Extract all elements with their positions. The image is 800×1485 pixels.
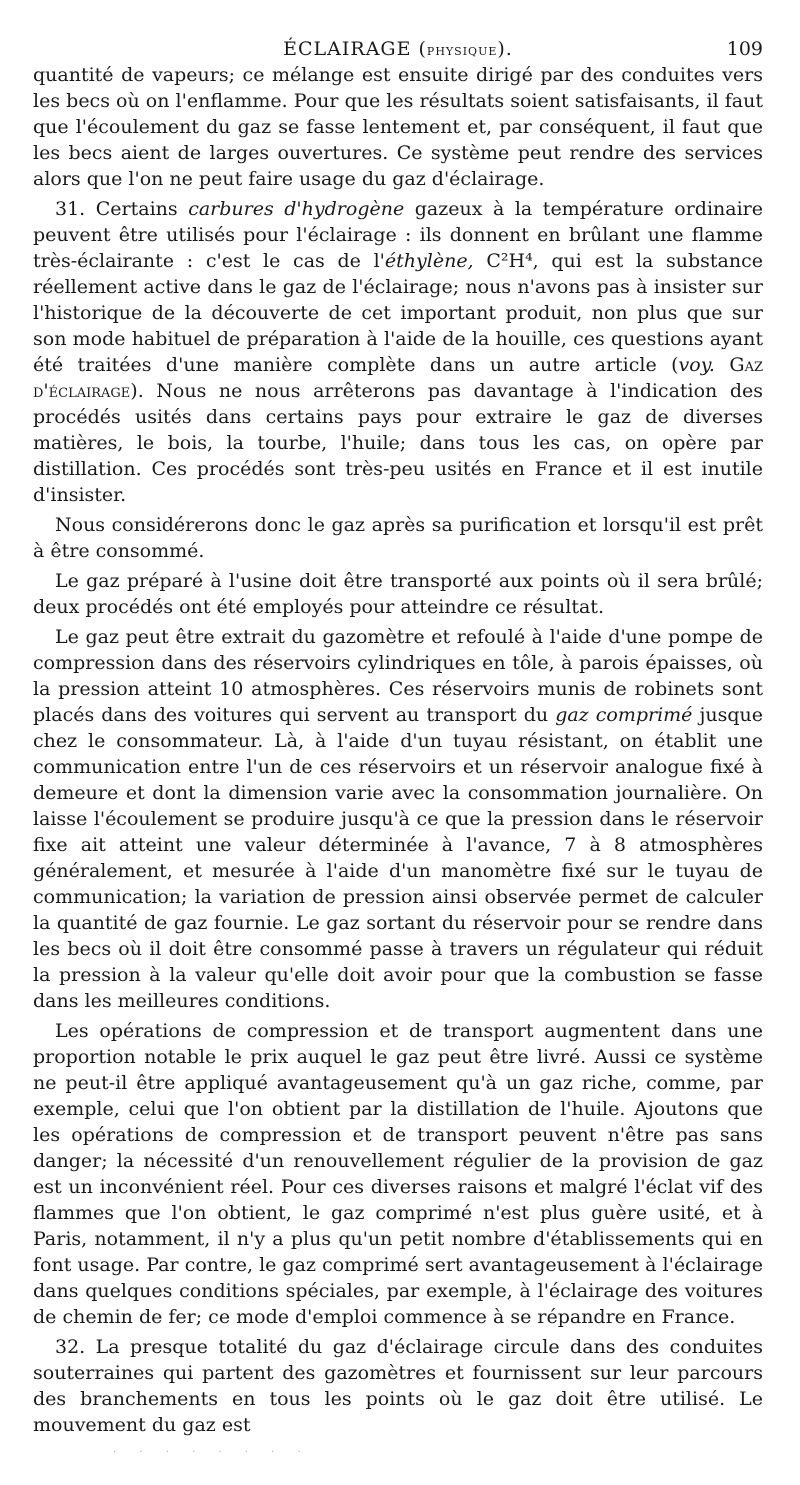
italic-term: gaz comprimé — [555, 704, 693, 726]
running-header — [33, 36, 763, 60]
paragraph: Le gaz peut être extrait du gazomètre et refoulé à l'aide d'une pompe de compression dans des réservoirs cylindriques en tôle, à parois épaisses, où la pression atteint 10 atmosphères. Ces réservoirs munis de robinets sont placés dans des voitures qui servent au transport du gaz comprimé jusque chez le consommateur. Là, à l'aide d'un tuyau résistant, on établit une communication entre l'un de ces réservoirs et un réservoir analogue fixé à demeure et dont la dimension varie avec la consommation journalière. On laisse l'écoulement se produire jusqu'à ce que la pression dans le réservoir fixe ait atteint une valeur déterminée à l'avance, 7 à 8 atmosphères généralement, et mesurée à l'aide d'un manomètre fixé sur le tuyau de communication; la variation de pression ainsi observée permet de calculer la quantité de gaz fournie. Le gaz sortant du réservoir pour se rendre dans les becs où il doit être consommé passe à travers un régulateur qui réduit la pression à la valeur qu'elle doit avoir pour que la combustion se fasse dans les meilleures conditions. — [33, 626, 763, 1012]
paragraph-section-31: 31. Certains carbures d'hydrogène gazeux à la température ordinaire peuvent être utilisés pour l'éclairage : ils donnent en brûlant une flamme très-éclairante : c'est le cas de l'éthylène, C²H⁴, qui est la substance réellement active dans le gaz de l'éclairage; nous n'avons pas à insister sur l'historique de la découverte de cet important produit, non plus que sur son mode habituel de préparation à l'aide de la houille, ces questions ayant été traitées d'une manière complète dans un autre article (voy. Gaz d'éclairage). Nous ne nous arrêterons pas davantage à l'indication des procédés usités dans certains pays pour extraire le gaz de diverses matières, le bois, la tourbe, l'huile; dans tous les cas, on opère par distillation. Ces procédés sont très-peu usités en France et il est inutile d'insister. — [33, 198, 764, 506]
cross-reference: Gaz d'éclairage — [33, 354, 763, 402]
italic-term: éthylène, — [384, 250, 474, 272]
page-number: 109 — [726, 38, 763, 60]
paragraph: Les opérations de compression et de transport augmentent dans une proportion notable le prix auquel le gaz peut être livré. Aussi ce système ne peut-il être appliqué avantageusement qu'à un gaz riche, comme, par exemple, celui que l'on obtient par la distillation de l'huile. Ajoutons que les opérations de compression et de transport peuvent n'être pas sans danger; la nécessité d'un renouvellement régulier de la provision de gaz est un inconvénient réel. Pour ces diverses raisons et malgré l'éclat vif des flammes que l'on obtient, le gaz comprimé n'est plus guère usité, et à Paris, notamment, il n'y a plus qu'un petit nombre d'établissements qui en font usage. Par contre, le gaz comprimé sert avantageusement à l'éclairage dans quelques conditions spéciales, par exemple, à l'éclairage des voitures de chemin de fer; ce mode d'emploi commence à se répandre en France. — [33, 1020, 763, 1328]
paragraph: Nous considérerons donc le gaz après sa purification et lorsqu'il est prêt à être consommé. — [33, 514, 763, 562]
scan-artifact-dots: · · · · · · · · — [113, 1447, 311, 1458]
paragraph: Le gaz préparé à l'usine doit être transporté aux points où il sera brûlé; deux procédés ont été employés pour atteindre ce résultat. — [33, 570, 763, 618]
document-page — [33, 0, 763, 1485]
body-text — [33, 62, 763, 1438]
running-title: ÉCLAIRAGE (physique). — [283, 38, 513, 60]
italic-term: carbures d'hydrogène — [188, 198, 405, 220]
paragraph-section-32: 32. La presque totalité du gaz d'éclairage circule dans des conduites souterraines qui partent des gazomètres et fournissent sur leur parcours des branchements en tous les points où le gaz doit être utilisé. Le mouvement du gaz est — [33, 1336, 763, 1436]
paragraph: quantité de vapeurs; ce mélange est ensuite dirigé par des conduites vers les becs où on l'enflamme. Pour que les résultats soient satisfaisants, il faut que l'écoulement du gaz se fasse lentement et, par conséquent, il faut que les becs aient de larges ouvertures. Ce système peut rendre des services alors que l'on ne peut faire usage du gaz d'éclairage. — [33, 64, 763, 190]
italic-term: voy. — [678, 354, 715, 376]
